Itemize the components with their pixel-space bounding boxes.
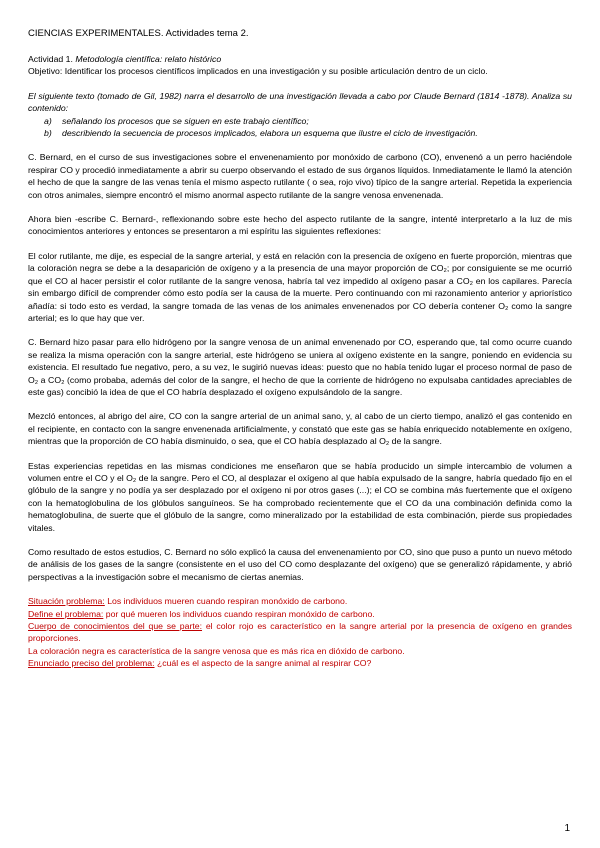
analysis-label: Enunciado preciso del problema:	[28, 658, 155, 669]
analysis-line	[28, 608, 572, 620]
analysis-label: Situación problema:	[28, 596, 105, 607]
body-paragraph: C. Bernard hizo pasar para ello hidrógeno por la sangre venosa de un animal envenenado por CO, esperando que, tal como ocurre cuando se realiza la misma operación con la sangre arterial, este hidrógeno se uniera al oxígeno existente en la sangre, poniendo en evidencia su existencia. El resultado fue negativo, pero, a su vez, le sugirió nuevas ideas: puesto que no había tenido lugar el proceso normal de paso de O₂ a CO₂ (como probaba, además del color de la sangre, el hecho de que la corriente de hidrógeno no expulsaba cantidades apreciables de este gas) concibió la idea de que el CO habría desplazado el oxígeno expulsándolo de la sangre.	[28, 337, 572, 397]
body-paragraph: Ahora bien -escribe C. Bernard-, reflexionando sobre este hecho del aspecto rutilante de la sangre, intenté interpretarlo a la luz de mis conocimientos anteriores y entonces se presentaron a mi espíritu las siguientes reflexiones:	[28, 214, 572, 237]
activity-title: Metodología científica: relato histórico	[75, 54, 222, 64]
task-text: describiendo la secuencia de procesos implicados, elabora un esquema que ilustre el ciclo de investigación.	[62, 128, 478, 139]
activity-objective: Objetivo: Identificar los procesos científicos implicados en una investigación y su posible articulación dentro de un ciclo.	[28, 66, 488, 77]
analysis-line	[28, 595, 572, 607]
document-page	[28, 22, 572, 670]
task-marker: b)	[44, 128, 52, 139]
analysis-text: ¿cuál es el aspecto de la sangre animal al respirar CO?	[154, 658, 372, 669]
page-number: 1	[564, 823, 570, 834]
document-header: CIENCIAS EXPERIMENTALES. Actividades tema 2.	[28, 28, 249, 39]
body-paragraph: Estas experiencias repetidas en las mismas condiciones me enseñaron que se había producido un simple intercambio de volumen a volumen entre el CO y el O₂ de la sangre. Pero el CO, al desplazar el oxígeno al que había expulsado de la sangre, habría quedado fijo en el glóbulo de la sangre y no podía ya ser desplazado por el oxígeno ni por otros gases (...); el CO se combina más fuertemente que el oxígeno con la hematoglobulina de los glóbulos sanguíneos. Se ha comprobado recientemente que el CO da una combinación definida como la hematoglobulina, de suerte que el glóbulo de la sangre, como mineralizado por la estabilidad de esta combinación, pierde sus propiedades vitales.	[28, 460, 572, 533]
body-paragraph: El color rutilante, me dije, es especial de la sangre arterial, y está en relación con la presencia de oxígeno en fuerte proporción, mientras que la coloración negra se debe a la desaparición de oxígeno y a la presencia de una mayor proporción de CO₂; por consiguiente se me ocurrió que el CO al hacer persistir el color rutilante de la sangre venosa, habría tal vez impedido al oxígeno pasar a CO₂ en los capilares. Parecía sin embargo difícil de comprender cómo esto podía ser la causa de la muerte. Pero continuando con mi razonamiento anterior y apriorístico añadía: si todo esto es verdad, la sangre tomada de las venas de los animales envenenados por CO debería contener O₂ como la sangre arterial; es lo que hay que ver.	[28, 250, 572, 323]
analysis-text: La coloración negra es característica de la sangre venosa que es más rica en dióxido de carbono.	[28, 645, 405, 656]
body-paragraph: Como resultado de estos estudios, C. Bernard no sólo explicó la causa del envenenamiento por CO, sino que puso a punto un nuevo método de análisis de los gases de la sangre (consistente en el uso del CO como desplazante del oxígeno) que se generalizó rápidamente, y abrió perspectivas a la investigación sobre el mecanismo de ciertas anemias.	[28, 547, 572, 582]
task-item	[44, 115, 572, 127]
task-list	[28, 115, 572, 140]
body-paragraph: Mezcló entonces, al abrigo del aire, CO con la sangre arterial de un animal sano, y, al cabo de un cierto tiempo, analizó el gas contenido en el recipiente, en contacto con la sangre envenenada artificialmente, y constató que este gas se había enriquecido notablemente en oxígeno, mientras que la proporción de CO había disminuido, o sea, que el CO había desplazado al O₂ de la sangre.	[28, 411, 572, 447]
task-text: señalando los procesos que se siguen en este trabajo científico;	[62, 115, 309, 126]
analysis-line	[28, 645, 572, 657]
analysis-text: Los individuos mueren cuando respiran monóxido de carbono.	[104, 596, 348, 607]
analysis-label: Cuerpo de conocimientos del que se parte:	[28, 621, 203, 632]
analysis-label: Define el problema:	[28, 608, 104, 619]
activity-heading	[28, 53, 572, 65]
analysis-line	[28, 657, 572, 669]
analysis-text: por qué mueren los individuos cuando respiran monóxido de carbono.	[103, 608, 375, 619]
body-paragraph: C. Bernard, en el curso de sus investigaciones sobre el envenenamiento por monóxido de carbono (CO), envenenó a un perro haciéndole respirar CO y procedió inmediatamente a abrir su cuerpo observando el estado de sus órganos líquidos. Inmediatamente le llamó la atención el hecho de que la sangre de las venas tenía el mismo aspecto rutilante ( o sea, rojo vivo) típico de la sangre arterial. Repetida la experiencia con otros animales, siempre encontró el mismo anormal aspecto rutilante de la sangre venosa envenenada.	[28, 152, 572, 200]
analysis-line	[28, 620, 572, 645]
activity-label: Actividad 1.	[28, 54, 76, 64]
intro-text: El siguiente texto (tomado de Gil, 1982) narra el desarrollo de una investigación llevada a cabo por Claude Bernard (1814 -1878). Analiza su contenido:	[28, 90, 572, 114]
task-marker: a)	[44, 115, 52, 126]
task-item	[44, 127, 572, 139]
analysis-text: el color rojo es característico en la sangre arterial por la presencia de oxígeno en grandes proporciones.	[28, 621, 572, 644]
